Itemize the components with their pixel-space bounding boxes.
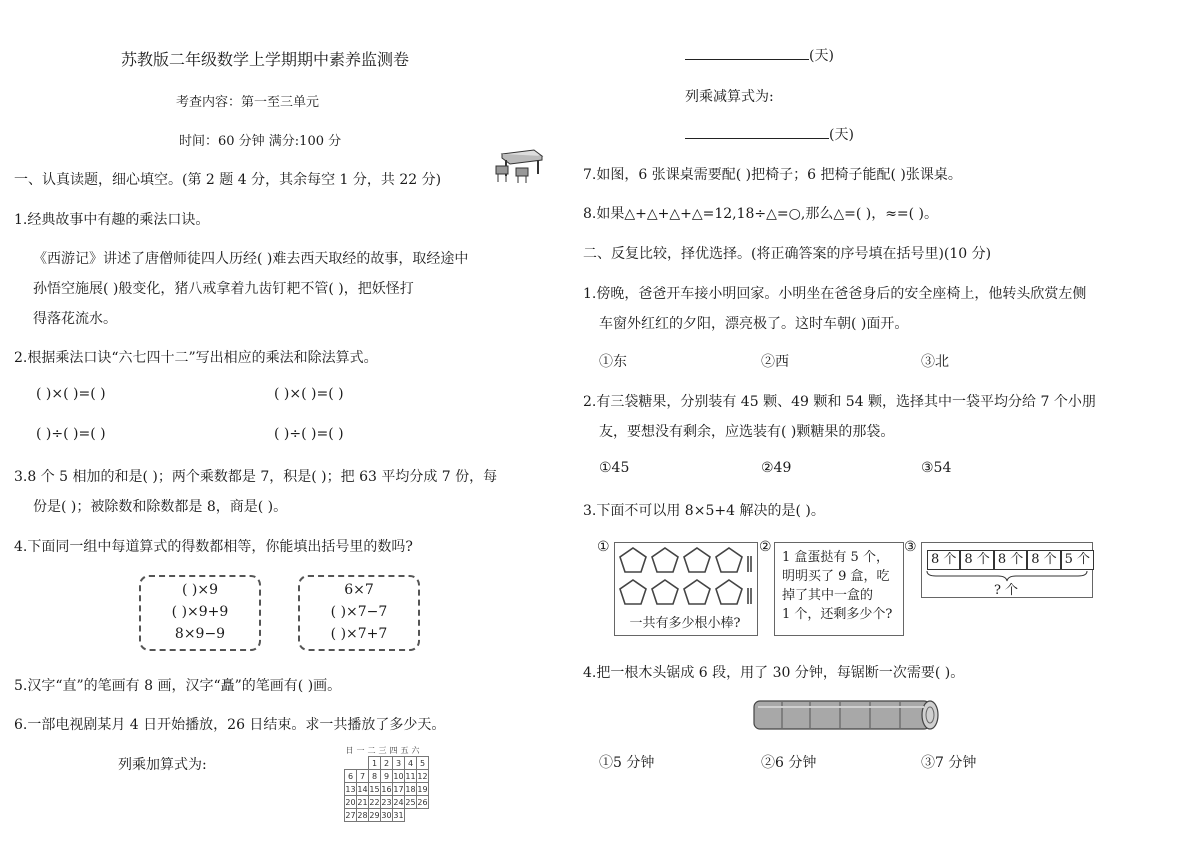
exam-scope: 考查内容：第一至三单元 (176, 95, 320, 110)
page-title: 苏教版二年级数学上学期期中素养监测卷 (121, 50, 410, 69)
q4-box2-line1: 6×7 (344, 582, 374, 598)
calendar-day: 3 (393, 757, 405, 770)
q5-prompt: 5.汉字“直”的笔画有 8 画，汉字“矗”的笔画有( )画。 (14, 678, 342, 694)
q2-mult-blank-a: ( )×( )=( ) (36, 386, 106, 402)
q4-prompt: 4.下面同一组中每道算式的得数都相等，你能填出括号里的数吗? (14, 539, 413, 555)
c2-option-b: ②49 (761, 460, 792, 476)
q1-line1: 《西游记》讲述了唐僧师徒四人历经( )难去西天取经的故事，取经途中 (33, 251, 469, 267)
c2-option-c: ③54 (921, 460, 952, 476)
calendar-day: 1 (369, 757, 381, 770)
calendar-weekday: 五 (400, 745, 409, 755)
calendar-day: 15 (369, 784, 380, 794)
pic1-caption: 一共有多少根小棒? (629, 616, 741, 631)
c1-option-a: ①东 (599, 354, 627, 370)
pic2-number: ② (759, 539, 772, 555)
pic2-text (782, 548, 892, 624)
c4-prompt: 4.把一根木头锯成 6 段，用了 30 分钟，每锯断一次需要( )。 (583, 665, 965, 681)
c1-option-b: ②西 (761, 354, 789, 370)
section1-header: 一、认真读题，细心填空。(第 2 题 4 分，其余每空 1 分，共 22 分) (14, 172, 442, 188)
segment: 8 个 (927, 550, 960, 570)
exam-time-score: 时间：60 分钟 满分:100 分 (179, 134, 342, 149)
log-illustration (748, 698, 942, 732)
calendar-week-row (345, 757, 429, 770)
segment: 8 个 (960, 550, 993, 570)
q1-line2: 孙悟空施展( )般变化，猪八戒拿着九齿钉耙不管( )，把妖怪打 (33, 281, 414, 297)
calendar-day: 5 (417, 757, 429, 770)
q4-box1-line1: ( )×9 (181, 582, 218, 598)
calendar-week-row (345, 796, 429, 809)
calendar-day: 31 (393, 810, 404, 820)
pic1-number: ① (597, 539, 610, 555)
c2-line2: 友，要想没有剩余，应选装有( )颗糖果的那袋。 (599, 424, 895, 440)
calendar-day: 4 (405, 757, 417, 770)
q8-prompt: 8.如果△+△+△+△=12,18÷△=○,那么△=( )，≈=( )。 (583, 206, 939, 222)
c4-option-c: ③7 分钟 (921, 755, 977, 771)
c2-option-a: ①45 (599, 460, 630, 476)
pic2-line4: 1 个，还剩多少个? (782, 607, 893, 622)
q1-line3: 得落花流水。 (33, 311, 117, 327)
calendar-weekday: 日 (345, 745, 354, 755)
pic3-total: ? 个 (993, 583, 1019, 598)
section2-header: 二、反复比较，择优选择。(将正确答案的序号填在括号里)(10 分) (583, 246, 992, 262)
q1-prompt: 1.经典故事中有趣的乘法口诀。 (14, 212, 210, 228)
calendar-week-row (345, 783, 429, 796)
days-unit-2: (天) (829, 127, 854, 143)
q4-box1-line3: 8×9−9 (174, 626, 226, 642)
pic2-line3: 掉了其中一盒的 (782, 588, 874, 603)
calendar-day: 17 (393, 784, 404, 794)
calendar-day: 2 (381, 757, 393, 770)
pic3-segment-bar (927, 550, 1094, 570)
q3-line1: 3.8 个 5 相加的和是( )；两个乘数都是 7，积是( )；把 63 平均分成 7 份，每 (14, 469, 498, 485)
calendar (344, 744, 429, 822)
q4-box2-line2: ( )×7−7 (330, 604, 388, 620)
calendar-day: 6 (345, 770, 357, 783)
c4-option-b: ②6 分钟 (761, 755, 817, 771)
calendar-day: 10 (393, 771, 404, 781)
calendar-weekday: 六 (411, 745, 420, 755)
answer-blank-days-2 (685, 124, 854, 144)
calendar-day: 11 (405, 771, 416, 781)
calendar-week-row (345, 809, 429, 822)
c1-line1: 1.傍晚，爸爸开车接小明回家。小明坐在爸爸身后的安全座椅上，他转头欣赏左侧 (583, 286, 1087, 302)
c3-prompt: 3.下面不可以用 8×5+4 解决的是( )。 (583, 503, 825, 519)
q3-line2: 份是( )；被除数和除数都是 8，商是( )。 (33, 499, 288, 515)
calendar-day: 13 (345, 784, 356, 794)
q7-prompt: 7.如图，6 张课桌需要配( )把椅子；6 把椅子能配( )张课桌。 (583, 167, 962, 183)
desk-chairs-illustration (494, 146, 546, 184)
q6-add-label: 列乘加算式为: (118, 757, 207, 773)
calendar-weekday: 一 (356, 745, 365, 755)
days-unit-1: (天) (809, 48, 834, 64)
c4-option-a: ①5 分钟 (599, 755, 655, 771)
c1-option-c: ③北 (921, 354, 949, 370)
calendar-day: 25 (405, 797, 416, 807)
calendar-day: 26 (417, 797, 428, 807)
c2-line1: 2.有三袋糖果，分别装有 45 颗、49 颗和 54 颗，选择其中一袋平均分给 7 个小朋 (583, 394, 1096, 410)
calendar-day: 16 (381, 784, 392, 794)
answer-blank-days-1 (685, 45, 834, 65)
q6-prompt: 6.一部电视剧某月 4 日开始播放，26 日结束。求一共播放了多少天。 (14, 717, 446, 733)
q4-box2-line3: ( )×7+7 (330, 626, 388, 642)
q2-mult-blank-b: ( )×( )=( ) (274, 386, 344, 402)
calendar-weekday: 二 (367, 745, 376, 755)
calendar-day: 9 (381, 770, 393, 783)
calendar-week-row (345, 770, 429, 783)
q2-div-blank-a: ( )÷( )=( ) (36, 426, 106, 442)
calendar-day (357, 757, 369, 770)
calendar-day: 8 (369, 770, 381, 783)
calendar-day: 21 (357, 797, 368, 807)
q2-div-blank-b: ( )÷( )=( ) (274, 426, 344, 442)
calendar-day (417, 809, 429, 822)
q2-prompt: 2.根据乘法口诀“六七四十二”写出相应的乘法和除法算式。 (14, 350, 378, 366)
calendar-day: 7 (357, 770, 369, 783)
pic2-line2: 明明买了 9 盒，吃 (782, 569, 890, 584)
calendar-day: 29 (369, 810, 380, 820)
q4-box1-line2: ( )×9+9 (171, 604, 229, 620)
calendar-day: 23 (381, 797, 392, 807)
calendar-day: 18 (405, 784, 416, 794)
segment: 8 个 (994, 550, 1027, 570)
segment: 5 个 (1061, 550, 1094, 570)
calendar-day: 14 (357, 784, 368, 794)
calendar-day (405, 809, 417, 822)
calendar-day: 27 (345, 810, 356, 820)
pentagons-of-sticks-icon (618, 546, 754, 608)
calendar-day: 28 (357, 810, 368, 820)
calendar-day: 24 (393, 797, 404, 807)
segment: 8 个 (1027, 550, 1060, 570)
c1-line2: 车窗外红红的夕阳，漂亮极了。这时车朝( )面开。 (599, 316, 909, 332)
calendar-day: 22 (369, 797, 380, 807)
pic2-line1: 1 盒蛋挞有 5 个， (782, 550, 889, 565)
calendar-day (345, 757, 357, 770)
calendar-weekday: 三 (378, 745, 387, 755)
calendar-day: 30 (381, 810, 392, 820)
calendar-day: 20 (345, 797, 356, 807)
calendar-weekday: 四 (389, 745, 398, 755)
calendar-day: 19 (417, 784, 428, 794)
calendar-day: 12 (417, 771, 428, 781)
pic3-number: ③ (904, 539, 917, 555)
subtract-label: 列乘减算式为: (685, 89, 774, 105)
